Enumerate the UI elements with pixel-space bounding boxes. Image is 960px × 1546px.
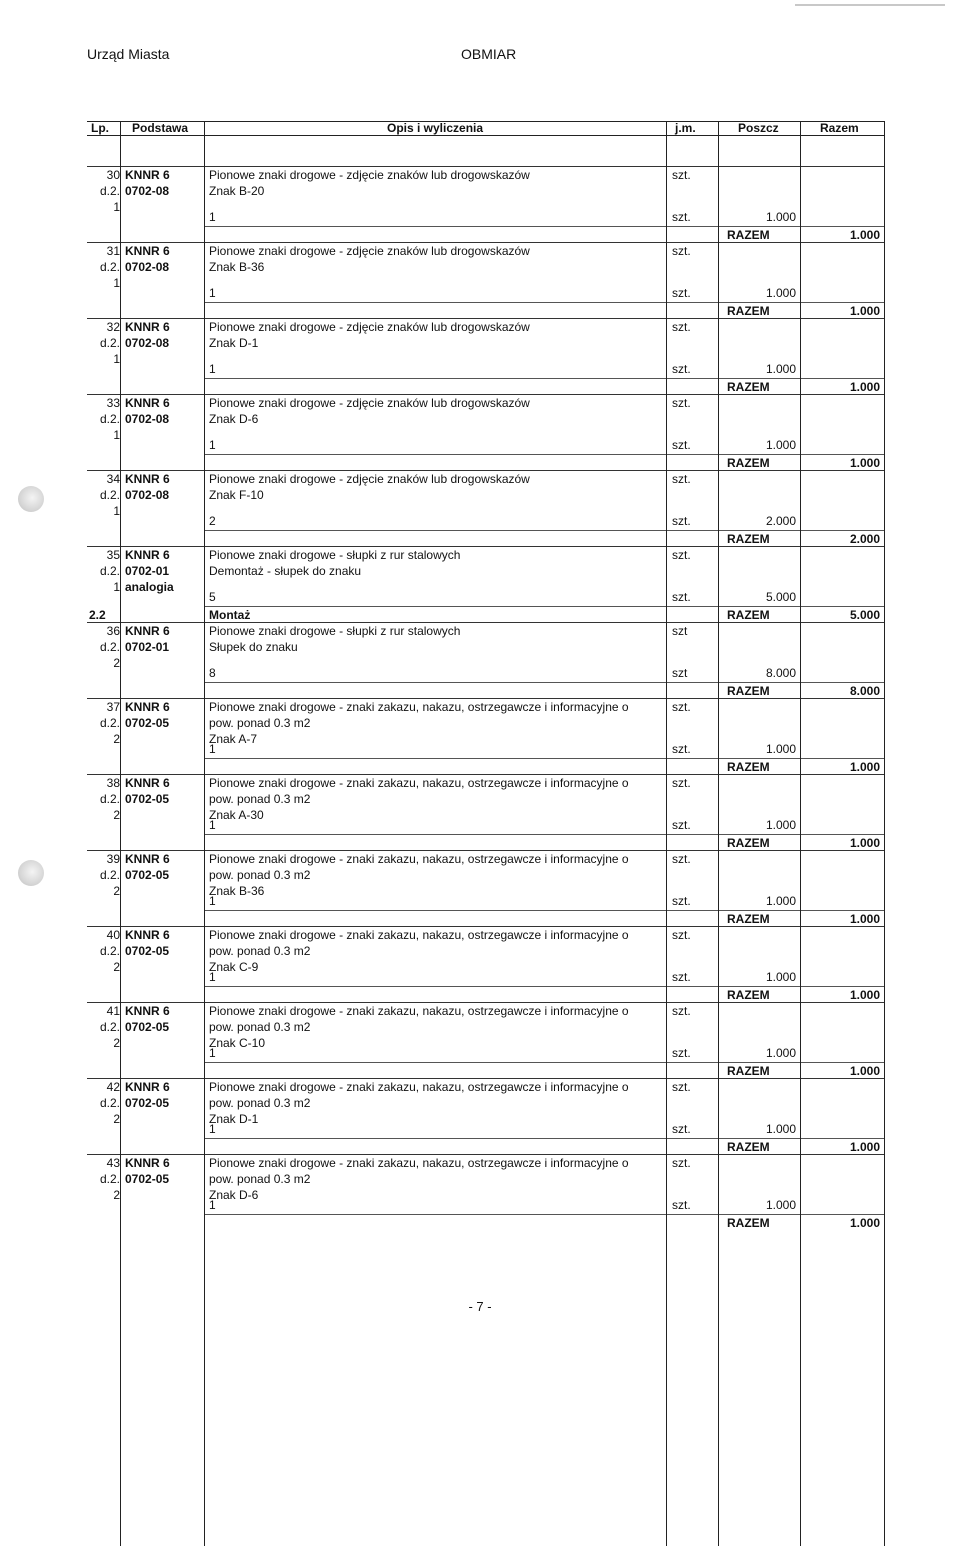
description-line: Pionowe znaki drogowe - znaki zakazu, nakazu, ostrzegawcze i informacyjne o [209, 700, 629, 714]
lp-cell: 32 [106, 320, 120, 334]
razem-label: RAZEM [727, 912, 770, 926]
lp-cell: 31 [106, 244, 120, 258]
header-title: OBMIAR [461, 46, 517, 62]
basis-code: 0702-08 [125, 336, 170, 350]
row-separator [87, 318, 885, 319]
lp-chapter: d.2. [99, 944, 120, 958]
razem-label: RAZEM [727, 836, 770, 850]
razem-value: 1.000 [849, 228, 880, 242]
row-separator [87, 774, 885, 775]
description-line: Pionowe znaki drogowe - znaki zakazu, nakazu, ostrzegawcze i informacyjne o [209, 928, 629, 942]
basis-catalog: KNNR 6 [125, 244, 170, 258]
basis-catalog: KNNR 6 [125, 396, 170, 410]
razem-label: RAZEM [727, 532, 770, 546]
razem-label: RAZEM [727, 1216, 770, 1230]
row-separator [87, 622, 885, 623]
basis-code: 0702-08 [125, 184, 170, 198]
punch-hole-top [18, 486, 44, 512]
lp-cell: 40 [106, 928, 120, 942]
row-separator [87, 1002, 885, 1003]
description-detail: pow. ponad 0.3 m2 [209, 792, 311, 806]
basis-code: 0702-08 [125, 488, 170, 502]
description-line: Pionowe znaki drogowe - znaki zakazu, nakazu, ostrzegawcze i informacyjne o [209, 1156, 629, 1170]
razem-label: RAZEM [727, 456, 770, 470]
unit-header: szt. [672, 1156, 691, 1170]
razem-label: RAZEM [727, 1140, 770, 1154]
basis-catalog: KNNR 6 [125, 1080, 170, 1094]
section-number: 2.2 [89, 608, 106, 622]
description-detail: pow. ponad 0.3 m2 [209, 1020, 311, 1034]
lp-position: 2 [113, 1112, 120, 1126]
razem-label: RAZEM [727, 988, 770, 1002]
basis-code: 0702-08 [125, 260, 170, 274]
poszcz-value: 1.000 [765, 1122, 796, 1136]
lp-chapter: d.2. [99, 868, 120, 882]
poszcz-value: 1.000 [765, 818, 796, 832]
basis-code: 0702-05 [125, 944, 170, 958]
subtotal-line [205, 454, 885, 455]
row-separator [87, 926, 885, 927]
razem-value: 1.000 [849, 912, 880, 926]
basis-code: 0702-05 [125, 792, 170, 806]
unit-value: szt. [672, 894, 691, 908]
table-row [87, 242, 885, 318]
lp-chapter: d.2. [99, 640, 120, 654]
subtotal-line [205, 1214, 885, 1215]
calc-value: 8 [209, 666, 216, 680]
unit-value: szt. [672, 970, 691, 984]
description-line: Pionowe znaki drogowe - zdjęcie znaków lub drogowskazów [209, 396, 530, 410]
col-divider [800, 121, 801, 1546]
calc-value: 5 [209, 590, 216, 604]
description-detail: Znak F-10 [209, 488, 264, 502]
calc-value: 1 [209, 742, 216, 756]
poszcz-value: 1.000 [765, 438, 796, 452]
lp-chapter: d.2. [99, 336, 120, 350]
unit-header: szt. [672, 928, 691, 942]
lp-chapter: d.2. [99, 412, 120, 426]
unit-value: szt. [672, 362, 691, 376]
unit-value: szt. [672, 438, 691, 452]
poszcz-value: 1.000 [765, 1046, 796, 1060]
razem-value: 1.000 [849, 1064, 880, 1078]
calc-value: 1 [209, 894, 216, 908]
basis-catalog: KNNR 6 [125, 1004, 170, 1018]
description-detail: Znak D-6 [209, 412, 259, 426]
lp-position: 1 [113, 504, 120, 518]
subtotal-line [205, 1138, 885, 1139]
unit-value: szt. [672, 286, 691, 300]
lp-position: 1 [113, 276, 120, 290]
basis-code: 0702-05 [125, 1096, 170, 1110]
row-separator [87, 166, 885, 167]
razem-value: 1.000 [849, 760, 880, 774]
lp-cell: 42 [106, 1080, 120, 1094]
measurement-table [87, 121, 885, 1546]
lp-cell: 38 [106, 776, 120, 790]
subtotal-line [205, 834, 885, 835]
description-line: Pionowe znaki drogowe - zdjęcie znaków lub drogowskazów [209, 472, 530, 486]
unit-value: szt. [672, 590, 691, 604]
lp-position: 1 [113, 352, 120, 366]
poszcz-value: 1.000 [765, 742, 796, 756]
basis-catalog: KNNR 6 [125, 1156, 170, 1170]
basis-catalog: KNNR 6 [125, 168, 170, 182]
description-sign: Znak A-7 [209, 732, 258, 746]
description-detail: Znak B-36 [209, 260, 265, 274]
description-sign: Znak A-30 [209, 808, 264, 822]
col-poszcz: Poszcz [738, 121, 779, 135]
unit-value: szt. [672, 742, 691, 756]
lp-cell: 37 [106, 700, 120, 714]
subtotal-line [205, 606, 885, 607]
col-divider [120, 121, 121, 1546]
razem-value: 1.000 [849, 1216, 880, 1230]
basis-catalog: KNNR 6 [125, 320, 170, 334]
subtotal-line [205, 1062, 885, 1063]
lp-cell: 43 [106, 1156, 120, 1170]
calc-value: 1 [209, 818, 216, 832]
basis-code: 0702-08 [125, 412, 170, 426]
razem-value: 5.000 [849, 608, 880, 622]
row-separator [87, 1154, 885, 1155]
basis-code: 0702-01 [125, 640, 170, 654]
lp-position: 2 [113, 1188, 120, 1202]
description-detail: pow. ponad 0.3 m2 [209, 1096, 311, 1110]
poszcz-value: 2.000 [765, 514, 796, 528]
lp-position: 1 [113, 580, 120, 594]
calc-value: 1 [209, 362, 216, 376]
description-detail: pow. ponad 0.3 m2 [209, 868, 311, 882]
unit-header: szt. [672, 776, 691, 790]
page-number: - 7 - [468, 1299, 492, 1314]
subtotal-line [205, 758, 885, 759]
table-row [87, 774, 885, 850]
basis-code: 0702-05 [125, 868, 170, 882]
table-row [87, 698, 885, 774]
poszcz-value: 1.000 [765, 1198, 796, 1212]
razem-value: 1.000 [849, 1140, 880, 1154]
lp-cell: 36 [106, 624, 120, 638]
col-divider [718, 121, 719, 1546]
poszcz-value: 1.000 [765, 894, 796, 908]
table-row [87, 1002, 885, 1078]
unit-value: szt. [672, 1122, 691, 1136]
calc-value: 2 [209, 514, 216, 528]
unit-header: szt. [672, 1004, 691, 1018]
lp-position: 2 [113, 1036, 120, 1050]
unit-value: szt [672, 666, 688, 680]
table-row [87, 546, 885, 622]
lp-position: 2 [113, 732, 120, 746]
razem-value: 8.000 [849, 684, 880, 698]
poszcz-value: 1.000 [765, 970, 796, 984]
row-separator [87, 546, 885, 547]
basis-code: 0702-05 [125, 1172, 170, 1186]
scan-top-line [795, 4, 945, 6]
lp-cell: 39 [106, 852, 120, 866]
description-detail: pow. ponad 0.3 m2 [209, 944, 311, 958]
unit-header: szt. [672, 1080, 691, 1094]
table-row [87, 318, 885, 394]
lp-chapter: d.2. [99, 260, 120, 274]
row-separator [87, 242, 885, 243]
razem-value: 1.000 [849, 304, 880, 318]
lp-chapter: d.2. [99, 792, 120, 806]
lp-chapter: d.2. [99, 716, 120, 730]
razem-label: RAZEM [727, 1064, 770, 1078]
table-row [87, 850, 885, 926]
razem-value: 1.000 [849, 456, 880, 470]
razem-value: 1.000 [849, 988, 880, 1002]
unit-header: szt. [672, 320, 691, 334]
subtotal-line [205, 682, 885, 683]
basis-catalog: KNNR 6 [125, 928, 170, 942]
table-row [87, 166, 885, 242]
col-razem: Razem [820, 121, 859, 135]
calc-value: 1 [209, 1122, 216, 1136]
poszcz-value: 8.000 [765, 666, 796, 680]
lp-chapter: d.2. [99, 1172, 120, 1186]
lp-cell: 30 [106, 168, 120, 182]
subtotal-line [205, 530, 885, 531]
table-row [87, 470, 885, 546]
lp-chapter: d.2. [99, 1020, 120, 1034]
subtotal-line [205, 302, 885, 303]
unit-header: szt. [672, 548, 691, 562]
section-title: Montaż [209, 608, 251, 622]
table-row [87, 1078, 885, 1154]
subtotal-line [205, 226, 885, 227]
basis-catalog: KNNR 6 [125, 700, 170, 714]
lp-position: 2 [113, 656, 120, 670]
description-detail: pow. ponad 0.3 m2 [209, 716, 311, 730]
description-line: Pionowe znaki drogowe - słupki z rur stalowych [209, 548, 461, 562]
basis-catalog: KNNR 6 [125, 548, 170, 562]
description-line: Pionowe znaki drogowe - zdjęcie znaków lub drogowskazów [209, 168, 530, 182]
razem-value: 2.000 [849, 532, 880, 546]
basis-catalog: KNNR 6 [125, 852, 170, 866]
table-row [87, 1154, 885, 1230]
description-sign: Znak C-9 [209, 960, 259, 974]
table-row [87, 926, 885, 1002]
unit-value: szt. [672, 210, 691, 224]
description-line: Pionowe znaki drogowe - słupki z rur stalowych [209, 624, 461, 638]
unit-header: szt. [672, 244, 691, 258]
unit-header: szt. [672, 472, 691, 486]
razem-label: RAZEM [727, 304, 770, 318]
table-row [87, 394, 885, 470]
description-detail: Znak B-20 [209, 184, 265, 198]
description-line: Pionowe znaki drogowe - znaki zakazu, nakazu, ostrzegawcze i informacyjne o [209, 852, 629, 866]
description-detail: Znak D-1 [209, 336, 259, 350]
header-office: Urząd Miasta [87, 46, 170, 62]
razem-value: 1.000 [849, 380, 880, 394]
col-podstawa: Podstawa [132, 121, 189, 135]
lp-position: 1 [113, 428, 120, 442]
lp-cell: 33 [106, 396, 120, 410]
description-sign: Znak C-10 [209, 1036, 266, 1050]
subtotal-line [205, 986, 885, 987]
col-divider [884, 121, 885, 1546]
punch-hole-bottom [18, 860, 44, 886]
razem-label: RAZEM [727, 684, 770, 698]
poszcz-value: 1.000 [765, 286, 796, 300]
description-line: Pionowe znaki drogowe - zdjęcie znaków lub drogowskazów [209, 244, 530, 258]
row-separator [87, 394, 885, 395]
unit-header: szt. [672, 852, 691, 866]
lp-cell: 35 [106, 548, 120, 562]
razem-label: RAZEM [727, 380, 770, 394]
unit-value: szt. [672, 1046, 691, 1060]
lp-chapter: d.2. [99, 488, 120, 502]
calc-value: 1 [209, 970, 216, 984]
description-sign: Znak D-6 [209, 1188, 259, 1202]
col-divider [666, 121, 667, 1546]
basis-code: 0702-05 [125, 716, 170, 730]
razem-label: RAZEM [727, 760, 770, 774]
subtotal-line [205, 910, 885, 911]
description-line: Pionowe znaki drogowe - zdjęcie znaków lub drogowskazów [209, 320, 530, 334]
row-separator [87, 470, 885, 471]
calc-value: 1 [209, 286, 216, 300]
lp-position: 2 [113, 884, 120, 898]
col-lp: Lp. [91, 121, 109, 135]
unit-value: szt. [672, 818, 691, 832]
col-jm: j.m. [675, 121, 696, 135]
poszcz-value: 1.000 [765, 210, 796, 224]
lp-position: 2 [113, 808, 120, 822]
razem-value: 1.000 [849, 836, 880, 850]
description-detail: Słupek do znaku [209, 640, 298, 654]
subtotal-line [205, 378, 885, 379]
description-detail: Demontaż - słupek do znaku [209, 564, 362, 578]
unit-value: szt. [672, 1198, 691, 1212]
description-sign: Znak B-36 [209, 884, 265, 898]
lp-position: 2 [113, 960, 120, 974]
description-line: Pionowe znaki drogowe - znaki zakazu, nakazu, ostrzegawcze i informacyjne o [209, 1080, 629, 1094]
calc-value: 1 [209, 438, 216, 452]
row-separator [87, 698, 885, 699]
basis-note: analogia [125, 580, 174, 594]
basis-catalog: KNNR 6 [125, 472, 170, 486]
unit-header: szt. [672, 396, 691, 410]
col-opis: Opis i wyliczenia [387, 121, 484, 135]
lp-chapter: d.2. [99, 564, 120, 578]
calc-value: 1 [209, 1046, 216, 1060]
basis-catalog: KNNR 6 [125, 776, 170, 790]
lp-chapter: d.2. [99, 1096, 120, 1110]
unit-header: szt. [672, 168, 691, 182]
unit-value: szt. [672, 514, 691, 528]
calc-value: 1 [209, 1198, 216, 1212]
unit-header: szt [672, 624, 688, 638]
description-detail: pow. ponad 0.3 m2 [209, 1172, 311, 1186]
lp-cell: 34 [106, 472, 120, 486]
description-line: Pionowe znaki drogowe - znaki zakazu, nakazu, ostrzegawcze i informacyjne o [209, 776, 629, 790]
table-header [87, 121, 885, 136]
description-line: Pionowe znaki drogowe - znaki zakazu, nakazu, ostrzegawcze i informacyjne o [209, 1004, 629, 1018]
description-sign: Znak D-1 [209, 1112, 259, 1126]
basis-catalog: KNNR 6 [125, 624, 170, 638]
poszcz-value: 5.000 [765, 590, 796, 604]
calc-value: 1 [209, 210, 216, 224]
razem-label: RAZEM [727, 228, 770, 242]
razem-label: RAZEM [727, 608, 770, 622]
lp-position: 1 [113, 200, 120, 214]
row-separator [87, 1078, 885, 1079]
lp-chapter: d.2. [99, 184, 120, 198]
unit-header: szt. [672, 700, 691, 714]
lp-cell: 41 [106, 1004, 120, 1018]
basis-code: 0702-05 [125, 1020, 170, 1034]
basis-code: 0702-01 [125, 564, 170, 578]
col-divider [204, 121, 205, 1546]
row-separator [87, 850, 885, 851]
poszcz-value: 1.000 [765, 362, 796, 376]
